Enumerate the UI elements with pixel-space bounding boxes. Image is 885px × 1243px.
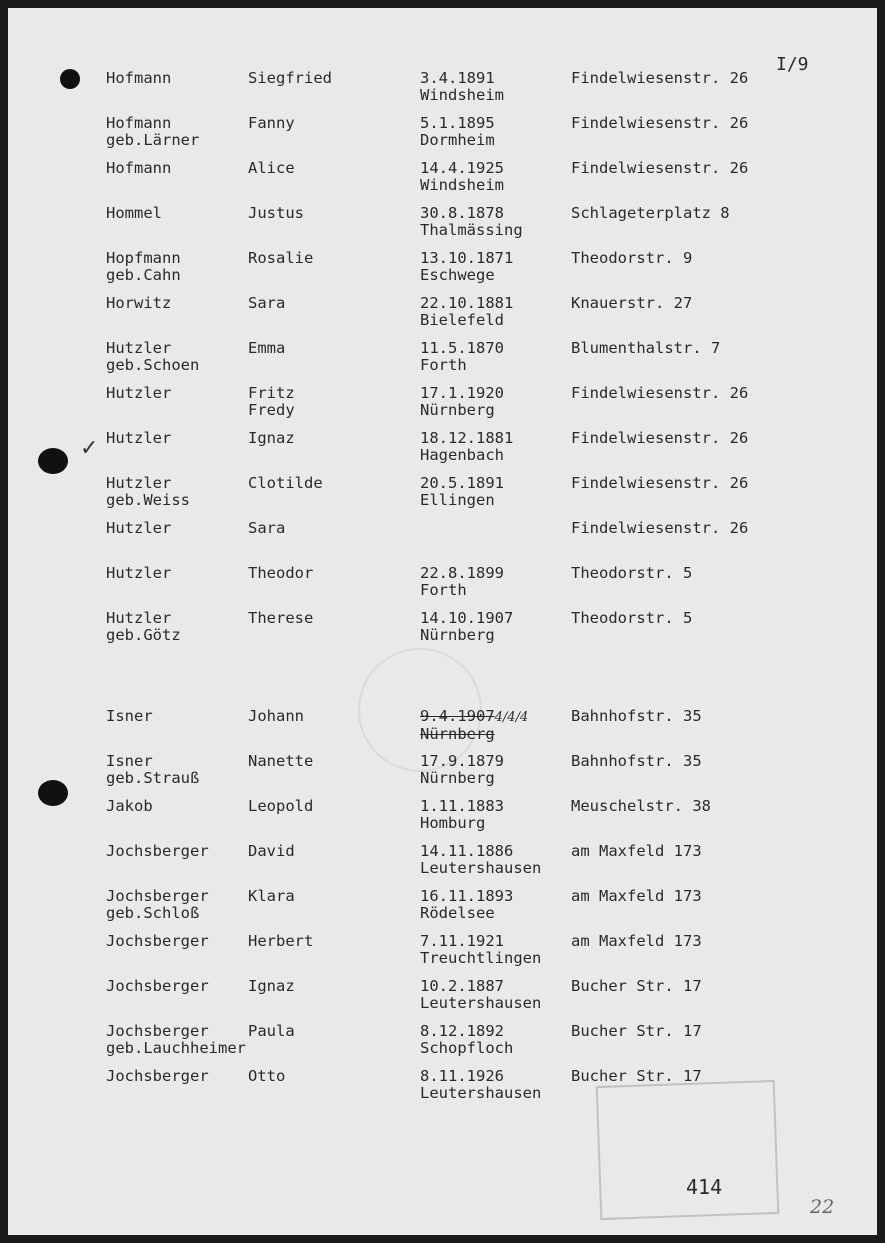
birth-name: geb.Strauß — [106, 769, 200, 787]
birth-place: Windsheim — [420, 86, 504, 104]
birth-date: 17.9.1879 — [420, 752, 504, 770]
birth-place: Leutershausen — [420, 994, 542, 1012]
birth-cell — [420, 753, 504, 787]
birth-date: 7.11.1921 — [420, 932, 504, 950]
address: Bucher Str. 17 — [571, 1067, 702, 1085]
birth-cell — [420, 340, 504, 374]
list-item — [8, 798, 877, 838]
surname: Hutzler — [106, 609, 172, 627]
address: Blumenthalstr. 7 — [571, 339, 721, 357]
surname-cell — [106, 250, 181, 284]
surname: Hommel — [106, 204, 162, 222]
birth-name: geb.Schloß — [106, 904, 200, 922]
address: am Maxfeld 173 — [571, 932, 702, 950]
address: Meuschelstr. 38 — [571, 797, 711, 815]
surname: Hutzler — [106, 474, 172, 492]
birth-place: Schopfloch — [420, 1039, 514, 1057]
first-name: Theodor — [248, 564, 314, 582]
surname: Jochsberger — [106, 1022, 209, 1040]
birth-date: 11.5.1870 — [420, 339, 504, 357]
birth-date: 18.12.1881 — [420, 429, 514, 447]
birth-date: 14.10.1907 — [420, 609, 514, 627]
address: am Maxfeld 173 — [571, 842, 702, 860]
list-item — [8, 385, 877, 425]
surname: Hofmann — [106, 114, 172, 132]
surname-cell — [106, 753, 199, 787]
first-name-cell — [248, 610, 313, 627]
list-item — [8, 708, 877, 748]
birth-cell — [420, 1068, 541, 1102]
birth-name: geb.Lauchheimer — [106, 1039, 246, 1057]
address: Findelwiesenstr. 26 — [571, 114, 749, 132]
birth-cell — [420, 475, 504, 509]
first-name: Sara — [248, 519, 286, 537]
surname: Horwitz — [106, 294, 172, 312]
address: Theodorstr. 5 — [571, 609, 693, 627]
birth-cell — [420, 160, 504, 194]
surname-cell — [106, 115, 199, 149]
birth-place: Nürnberg — [420, 401, 495, 419]
surname-cell — [106, 565, 171, 582]
first-name-cell — [248, 708, 304, 725]
birth-place: Rödelsee — [420, 904, 495, 922]
surname: Jochsberger — [106, 842, 209, 860]
list-item — [8, 520, 877, 560]
birth-place: Leutershausen — [420, 859, 542, 877]
birth-cell — [420, 565, 504, 599]
birth-cell — [420, 205, 523, 239]
birth-place: Thalmässing — [420, 221, 523, 239]
surname-cell — [106, 520, 171, 537]
list-item — [8, 753, 877, 793]
birth-date: 16.11.1893 — [420, 887, 514, 905]
birth-date: 22.10.1881 — [420, 294, 514, 312]
birth-name: geb.Cahn — [106, 266, 181, 284]
first-name-cell — [248, 798, 313, 815]
first-name-cell — [248, 70, 332, 87]
address: Findelwiesenstr. 26 — [571, 429, 749, 447]
surname: Jakob — [106, 797, 153, 815]
birth-date: 9.4.1907 — [420, 707, 495, 725]
first-name: Justus — [248, 204, 304, 222]
birth-place: Windsheim — [420, 176, 504, 194]
birth-date: 14.11.1886 — [420, 842, 514, 860]
address: Bucher Str. 17 — [571, 977, 702, 995]
list-item — [8, 843, 877, 883]
surname-cell — [106, 843, 209, 860]
first-name-cell — [248, 205, 304, 222]
list-item — [8, 295, 877, 335]
first-name-cell — [248, 888, 295, 905]
address: Findelwiesenstr. 26 — [571, 159, 749, 177]
surname-cell — [106, 1068, 209, 1085]
birth-cell — [420, 1023, 513, 1057]
list-item — [8, 250, 877, 290]
surname: Isner — [106, 707, 153, 725]
first-name: Alice — [248, 159, 295, 177]
surname: Isner — [106, 752, 153, 770]
address: Theodorstr. 5 — [571, 564, 693, 582]
surname-cell — [106, 295, 171, 312]
first-name-cell — [248, 933, 313, 950]
first-name-cell — [248, 475, 323, 492]
address: Findelwiesenstr. 26 — [571, 474, 749, 492]
list-item — [8, 430, 877, 470]
first-name: Emma — [248, 339, 286, 357]
second-first-name: Fredy — [248, 401, 295, 419]
birth-cell — [420, 843, 541, 877]
surname-cell — [106, 978, 209, 995]
birth-cell — [420, 933, 541, 967]
handwritten-note: 4/4/4 — [494, 710, 529, 725]
birth-place: Hagenbach — [420, 446, 504, 464]
first-name-cell — [248, 1068, 285, 1085]
first-name: Klara — [248, 887, 295, 905]
list-item — [8, 160, 877, 200]
address: Findelwiesenstr. 26 — [571, 519, 749, 537]
birth-date: 13.10.1871 — [420, 249, 514, 267]
surname-cell — [106, 385, 171, 402]
surname: Jochsberger — [106, 932, 209, 950]
birth-place: Treuchtlingen — [420, 949, 542, 967]
surname: Jochsberger — [106, 1067, 209, 1085]
surname: Hutzler — [106, 564, 172, 582]
address: Bucher Str. 17 — [571, 1022, 702, 1040]
checkmark-icon: ✓ — [80, 436, 99, 461]
surname-cell — [106, 340, 199, 374]
list-item — [8, 565, 877, 605]
birth-cell — [420, 708, 528, 743]
surname: Hutzler — [106, 519, 172, 537]
birth-date: 14.4.1925 — [420, 159, 504, 177]
first-name: Leopold — [248, 797, 314, 815]
birth-date: 8.11.1926 — [420, 1067, 504, 1085]
birth-date: 30.8.1878 — [420, 204, 504, 222]
first-name: Clotilde — [248, 474, 323, 492]
first-name-cell — [248, 843, 295, 860]
first-name: Rosalie — [248, 249, 314, 267]
document-page — [8, 8, 877, 1235]
list-item — [8, 1023, 877, 1063]
first-name-cell — [248, 385, 295, 419]
surname-cell — [106, 205, 162, 222]
first-name-cell — [248, 295, 285, 312]
surname: Hutzler — [106, 429, 172, 447]
first-name: Siegfried — [248, 69, 332, 87]
address: Knauerstr. 27 — [571, 294, 693, 312]
birth-date: 3.4.1891 — [420, 69, 495, 87]
birth-date: 5.1.1895 — [420, 114, 495, 132]
birth-name: geb.Schoen — [106, 356, 200, 374]
birth-cell — [420, 430, 513, 464]
first-name: Sara — [248, 294, 286, 312]
surname: Hopfmann — [106, 249, 181, 267]
first-name: Ignaz — [248, 429, 295, 447]
birth-place: Nürnberg — [420, 769, 495, 787]
birth-cell — [420, 295, 513, 329]
list-item — [8, 933, 877, 973]
first-name-cell — [248, 978, 295, 995]
address: Bahnhofstr. 35 — [571, 752, 702, 770]
first-name: Nanette — [248, 752, 314, 770]
birth-cell — [420, 250, 513, 284]
list-item — [8, 205, 877, 245]
birth-place: Eschwege — [420, 266, 495, 284]
first-name-cell — [248, 160, 295, 177]
address: Theodorstr. 9 — [571, 249, 693, 267]
first-name-cell — [248, 340, 285, 357]
birth-place: Leutershausen — [420, 1084, 542, 1102]
first-name: Fritz — [248, 384, 295, 402]
birth-name: geb.Weiss — [106, 491, 190, 509]
first-name-cell — [248, 565, 313, 582]
birth-name: geb.Götz — [106, 626, 181, 644]
first-name: Paula — [248, 1022, 295, 1040]
handwritten-number: 22 — [810, 1196, 835, 1218]
address: Findelwiesenstr. 26 — [571, 69, 749, 87]
birth-place: Homburg — [420, 814, 486, 832]
surname: Hofmann — [106, 69, 172, 87]
first-name-cell — [248, 520, 285, 537]
birth-cell — [420, 610, 513, 644]
birth-date: 22.8.1899 — [420, 564, 504, 582]
sheet-number: I/9 — [776, 54, 809, 75]
surname-cell — [106, 888, 209, 922]
surname-cell — [106, 1023, 246, 1057]
birth-cell — [420, 115, 495, 149]
birth-cell — [420, 978, 541, 1012]
birth-cell — [420, 385, 504, 419]
birth-place: Forth — [420, 581, 467, 599]
first-name: Therese — [248, 609, 314, 627]
surname-cell — [106, 70, 171, 87]
birth-place: Forth — [420, 356, 467, 374]
surname: Jochsberger — [106, 887, 209, 905]
address: Findelwiesenstr. 26 — [571, 384, 749, 402]
surname: Hutzler — [106, 339, 172, 357]
surname-cell — [106, 708, 153, 725]
first-name: Ignaz — [248, 977, 295, 995]
birth-place: Nürnberg — [420, 626, 495, 644]
birth-cell — [420, 888, 513, 922]
list-item — [8, 70, 877, 110]
first-name: Johann — [248, 707, 304, 725]
surname-cell — [106, 160, 171, 177]
first-name: Fanny — [248, 114, 295, 132]
first-name: David — [248, 842, 295, 860]
surname: Hutzler — [106, 384, 172, 402]
first-name-cell — [248, 250, 313, 267]
birth-place: Nürnberg — [420, 725, 495, 743]
address: Schlageterplatz 8 — [571, 204, 730, 222]
surname: Jochsberger — [106, 977, 209, 995]
surname-cell — [106, 798, 153, 815]
birth-date: 10.2.1887 — [420, 977, 504, 995]
list-item — [8, 1068, 877, 1108]
birth-place: Dormheim — [420, 131, 495, 149]
list-item — [8, 115, 877, 155]
birth-date: 20.5.1891 — [420, 474, 504, 492]
list-item — [8, 610, 877, 650]
list-item — [8, 475, 877, 515]
surname-cell — [106, 430, 171, 447]
birth-place: Bielefeld — [420, 311, 504, 329]
list-item — [8, 340, 877, 380]
first-name-cell — [248, 430, 295, 447]
list-item — [8, 888, 877, 928]
address: am Maxfeld 173 — [571, 887, 702, 905]
surname: Hofmann — [106, 159, 172, 177]
birth-cell — [420, 70, 504, 104]
birth-date: 1.11.1883 — [420, 797, 504, 815]
surname-cell — [106, 475, 190, 509]
first-name-cell — [248, 753, 313, 770]
first-name: Otto — [248, 1067, 286, 1085]
list-item — [8, 978, 877, 1018]
surname-cell — [106, 933, 209, 950]
address: Bahnhofstr. 35 — [571, 707, 702, 725]
first-name-cell — [248, 115, 295, 132]
page-number: 414 — [686, 1175, 723, 1199]
first-name-cell — [248, 1023, 295, 1040]
first-name: Herbert — [248, 932, 314, 950]
birth-date: 8.12.1892 — [420, 1022, 504, 1040]
birth-cell — [420, 798, 504, 832]
birth-name: geb.Lärner — [106, 131, 200, 149]
birth-date: 17.1.1920 — [420, 384, 504, 402]
surname-cell — [106, 610, 181, 644]
birth-place: Ellingen — [420, 491, 495, 509]
